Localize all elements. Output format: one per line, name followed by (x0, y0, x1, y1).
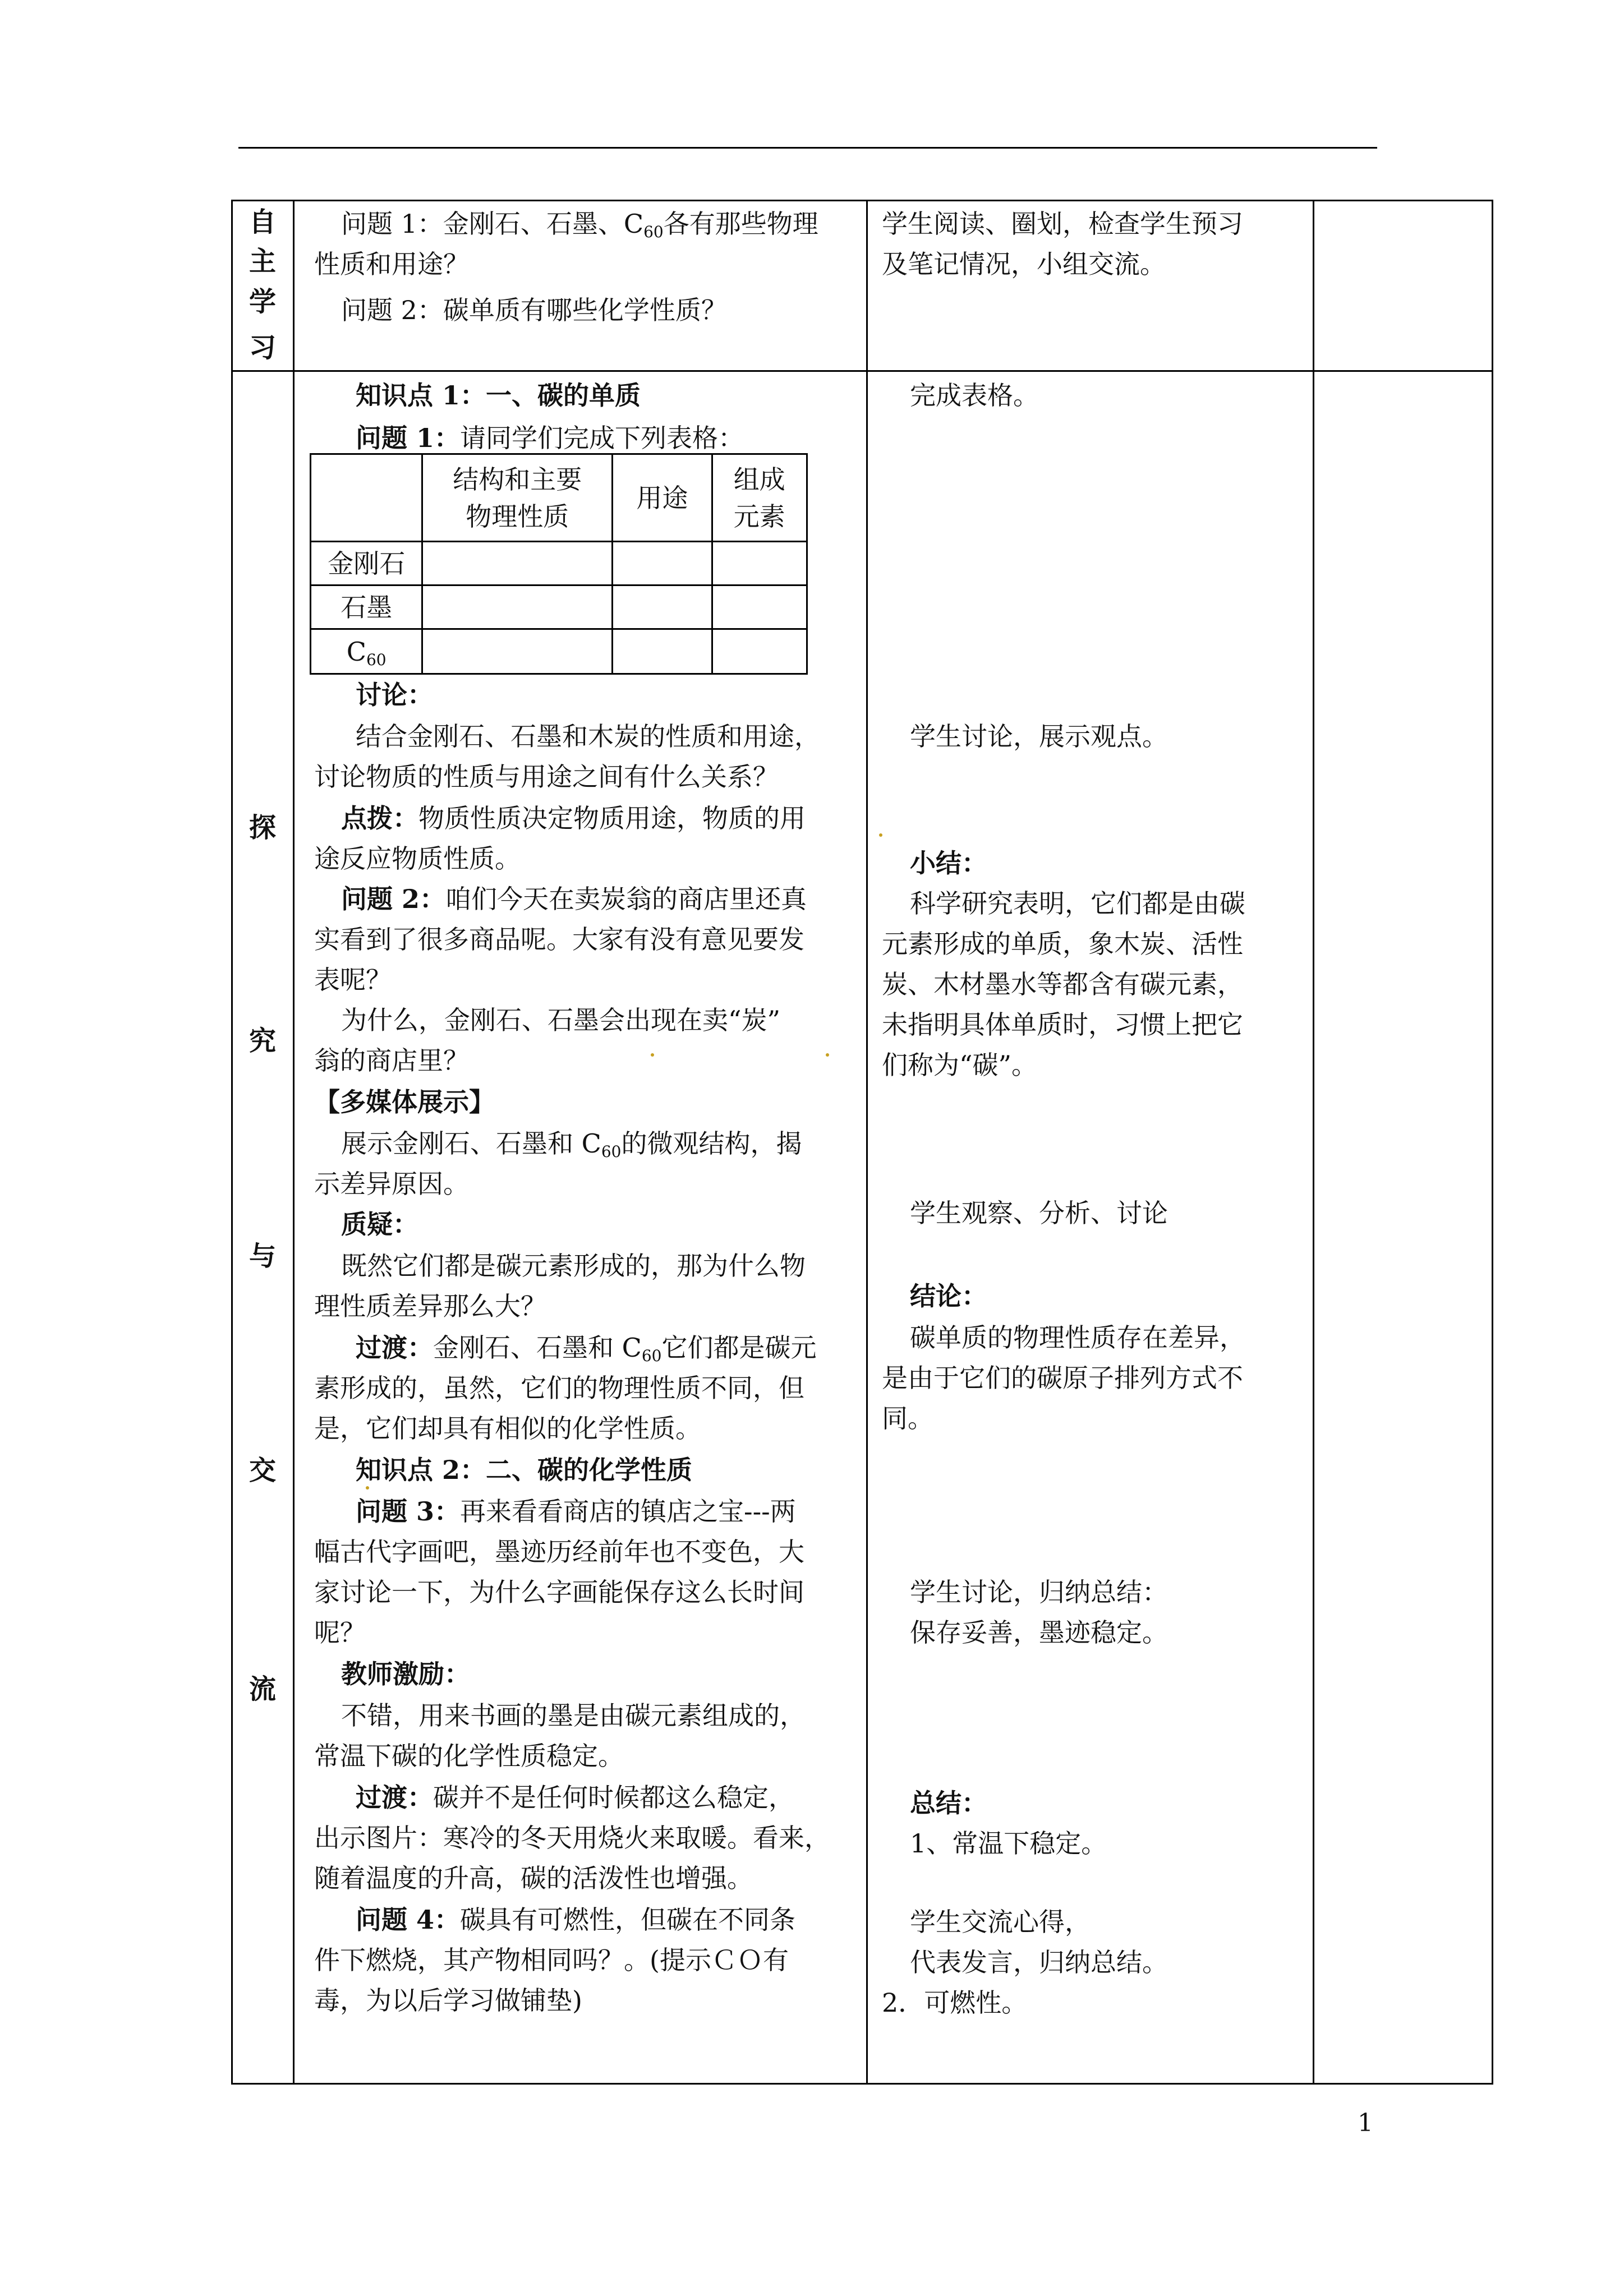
table-row (311, 629, 807, 674)
section-label-char: 探 (249, 812, 277, 843)
knowledge-point-1: 知识点 1：一、碳的单质 (356, 380, 641, 411)
question-3: 问题 3：再来看看商店的镇店之宝---两 (356, 1496, 796, 1527)
fill-in-table (310, 453, 808, 675)
table-cell[interactable] (712, 585, 807, 629)
table-row-label: 金刚石 (311, 542, 422, 585)
conclusion-heading: 结论： (910, 1281, 987, 1311)
table-corner-cell (311, 454, 422, 542)
transition-1-cont: 是，它们却具有相似的化学性质。 (314, 1413, 701, 1444)
table-cell[interactable] (422, 542, 613, 585)
table-cell[interactable] (422, 629, 613, 674)
question-2-cont: 表呢？ (314, 965, 392, 995)
hint-cont: 途反应物质性质。 (314, 843, 521, 874)
section-label-char: 主 (249, 246, 277, 277)
encourage-heading: 教师激励： (341, 1659, 470, 1689)
table-header-structure: 结构和主要 物理性质 (422, 454, 613, 542)
section-label-char: 学 (249, 286, 277, 317)
column-divider-2 (866, 200, 868, 2085)
transition-1-cont: 素形成的，虽然，它们的物理性质不同，但 (314, 1373, 804, 1403)
total-item-2: 2．可燃性。 (882, 1988, 1028, 2018)
section-label-char: 自 (249, 206, 277, 238)
table-header-element: 组成 元素 (712, 454, 807, 542)
question-3-cont: 家讨论一下，为什么字画能保存这么长时间 (314, 1577, 804, 1607)
row-divider (231, 370, 1493, 372)
why-question-cont: 翁的商店里？ (314, 1045, 469, 1076)
discuss-heading: 讨论： (356, 680, 433, 710)
self-study-question-2: 问题 2：碳单质有哪些化学性质？ (341, 295, 727, 325)
question-4-cont: 毒，为以后学习做铺垫) (314, 1985, 582, 2016)
section-label-char: 究 (249, 1025, 277, 1057)
media-text-cont: 示差异原因。 (314, 1169, 469, 1199)
encourage-text: 不错，用来书画的墨是由碳元素组成的， (341, 1700, 806, 1731)
student-observe: 学生观察、分析、讨论 (910, 1198, 1168, 1228)
total-heading: 总结： (910, 1788, 987, 1818)
header-rule (238, 147, 1377, 149)
section-label-char: 与 (249, 1241, 277, 1272)
summary-text: 科学研究表明，它们都是由碳 (910, 888, 1245, 919)
column-divider-1 (293, 200, 295, 2085)
summary-text-cont: 们称为“碳”。 (882, 1050, 1038, 1080)
table-cell[interactable] (613, 585, 712, 629)
transition-2-cont: 出示图片：寒冷的冬天用烧火来取暖。看来， (314, 1823, 830, 1853)
table-cell[interactable] (712, 629, 807, 674)
question-2-cont: 实看到了很多商品呢。大家有没有意见要发 (314, 924, 804, 955)
table-row-label: 石墨 (311, 585, 422, 629)
conclusion-text: 碳单质的物理性质存在差异， (910, 1322, 1245, 1353)
section-label-char: 习 (249, 332, 277, 363)
student-share: 学生交流心得， (910, 1907, 1091, 1937)
question-4-cont: 件下燃烧，其产物相同吗？。(提示ＣＯ有 (314, 1945, 789, 1975)
discuss-text: 结合金刚石、石墨和木炭的性质和用途， (356, 721, 820, 751)
transition-2-cont: 随着温度的升高，碳的活泼性也增强。 (314, 1863, 753, 1893)
scan-speck (826, 1053, 829, 1057)
transition-1: 过渡：金刚石、石墨和 $C_{60}$它们都是碳元 (356, 1333, 817, 1365)
hint: 点拨：物质性质决定物质用途，物质的用 (341, 803, 806, 833)
table-header-row (311, 454, 807, 542)
self-study-question-1: 问题 1：金刚石、石墨、$C_{60}$各有那些物理 (341, 209, 818, 241)
question-4: 问题 4：碳具有可燃性，但碳在不同条 (356, 1905, 796, 1935)
table-cell[interactable] (613, 629, 712, 674)
summary-text-cont: 元素形成的单质，象木炭、活性 (882, 929, 1243, 959)
student-complete-table: 完成表格。 (910, 380, 1039, 411)
table-cell[interactable] (422, 585, 613, 629)
doubt-text: 既然它们都是碳元素形成的，那为什么物 (341, 1251, 806, 1281)
summary-text-cont: 未指明具体单质时，习惯上把它 (882, 1009, 1243, 1040)
student-discuss: 学生讨论，展示观点。 (910, 721, 1168, 751)
doubt-heading: 质疑： (341, 1209, 418, 1239)
table-cell[interactable] (613, 542, 712, 585)
discuss-text-cont: 讨论物质的性质与用途之间有什么关系？ (314, 762, 779, 792)
table-row (311, 542, 807, 585)
summary-text-cont: 炭、木材墨水等都含有碳元素， (882, 969, 1243, 999)
self-study-student-activity-cont: 及笔记情况，小组交流。 (882, 249, 1166, 279)
section-label-char: 流 (249, 1673, 277, 1705)
table-row (311, 585, 807, 629)
table-cell[interactable] (712, 542, 807, 585)
media-text: 展示金刚石、石墨和 $C_{60}$的微观结构，揭 (341, 1128, 802, 1161)
question-2: 问题 2：咱们今天在卖炭翁的商店里还真 (341, 884, 807, 914)
doubt-text-cont: 理性质差异那么大？ (314, 1291, 546, 1321)
question-3-cont: 呢？ (314, 1617, 366, 1648)
media-heading: 【多媒体展示】 (314, 1087, 495, 1117)
transition-2: 过渡：碳并不是任何时候都这么稳定， (356, 1782, 794, 1813)
table-row-label: $C_{60}$ (311, 629, 422, 674)
question-3-cont: 幅古代字画吧，墨迹历经前年也不变色，大 (314, 1537, 804, 1567)
student-summarize-cont: 保存妥善，墨迹稳定。 (910, 1617, 1168, 1648)
encourage-text-cont: 常温下碳的化学性质稳定。 (314, 1741, 624, 1771)
question-1: 问题 1：请同学们完成下列表格： (356, 423, 744, 453)
column-divider-3 (1313, 200, 1314, 2085)
student-summarize: 学生讨论，归纳总结： (910, 1577, 1168, 1607)
table-header-use: 用途 (613, 454, 712, 542)
self-study-question-1-cont: 性质和用途？ (314, 249, 469, 279)
knowledge-point-2: 知识点 2：二、碳的化学性质 (356, 1455, 693, 1485)
conclusion-text-cont: 是由于它们的碳原子排列方式不 (882, 1363, 1243, 1393)
scan-speck (366, 1486, 369, 1490)
scan-speck (651, 1053, 654, 1057)
section-label-char: 交 (249, 1455, 277, 1486)
scan-speck (879, 833, 882, 837)
self-study-student-activity: 学生阅读、圈划，检查学生预习 (882, 209, 1243, 239)
summary-heading: 小结： (910, 848, 987, 878)
conclusion-text-cont: 同。 (882, 1403, 933, 1433)
page-number: 1 (1358, 2109, 1373, 2137)
total-item-1: 1、常温下稳定。 (910, 1828, 1107, 1859)
why-question: 为什么，金刚石、石墨会出现在卖“炭” (341, 1005, 781, 1035)
student-share-cont: 代表发言，归纳总结。 (910, 1947, 1168, 1977)
